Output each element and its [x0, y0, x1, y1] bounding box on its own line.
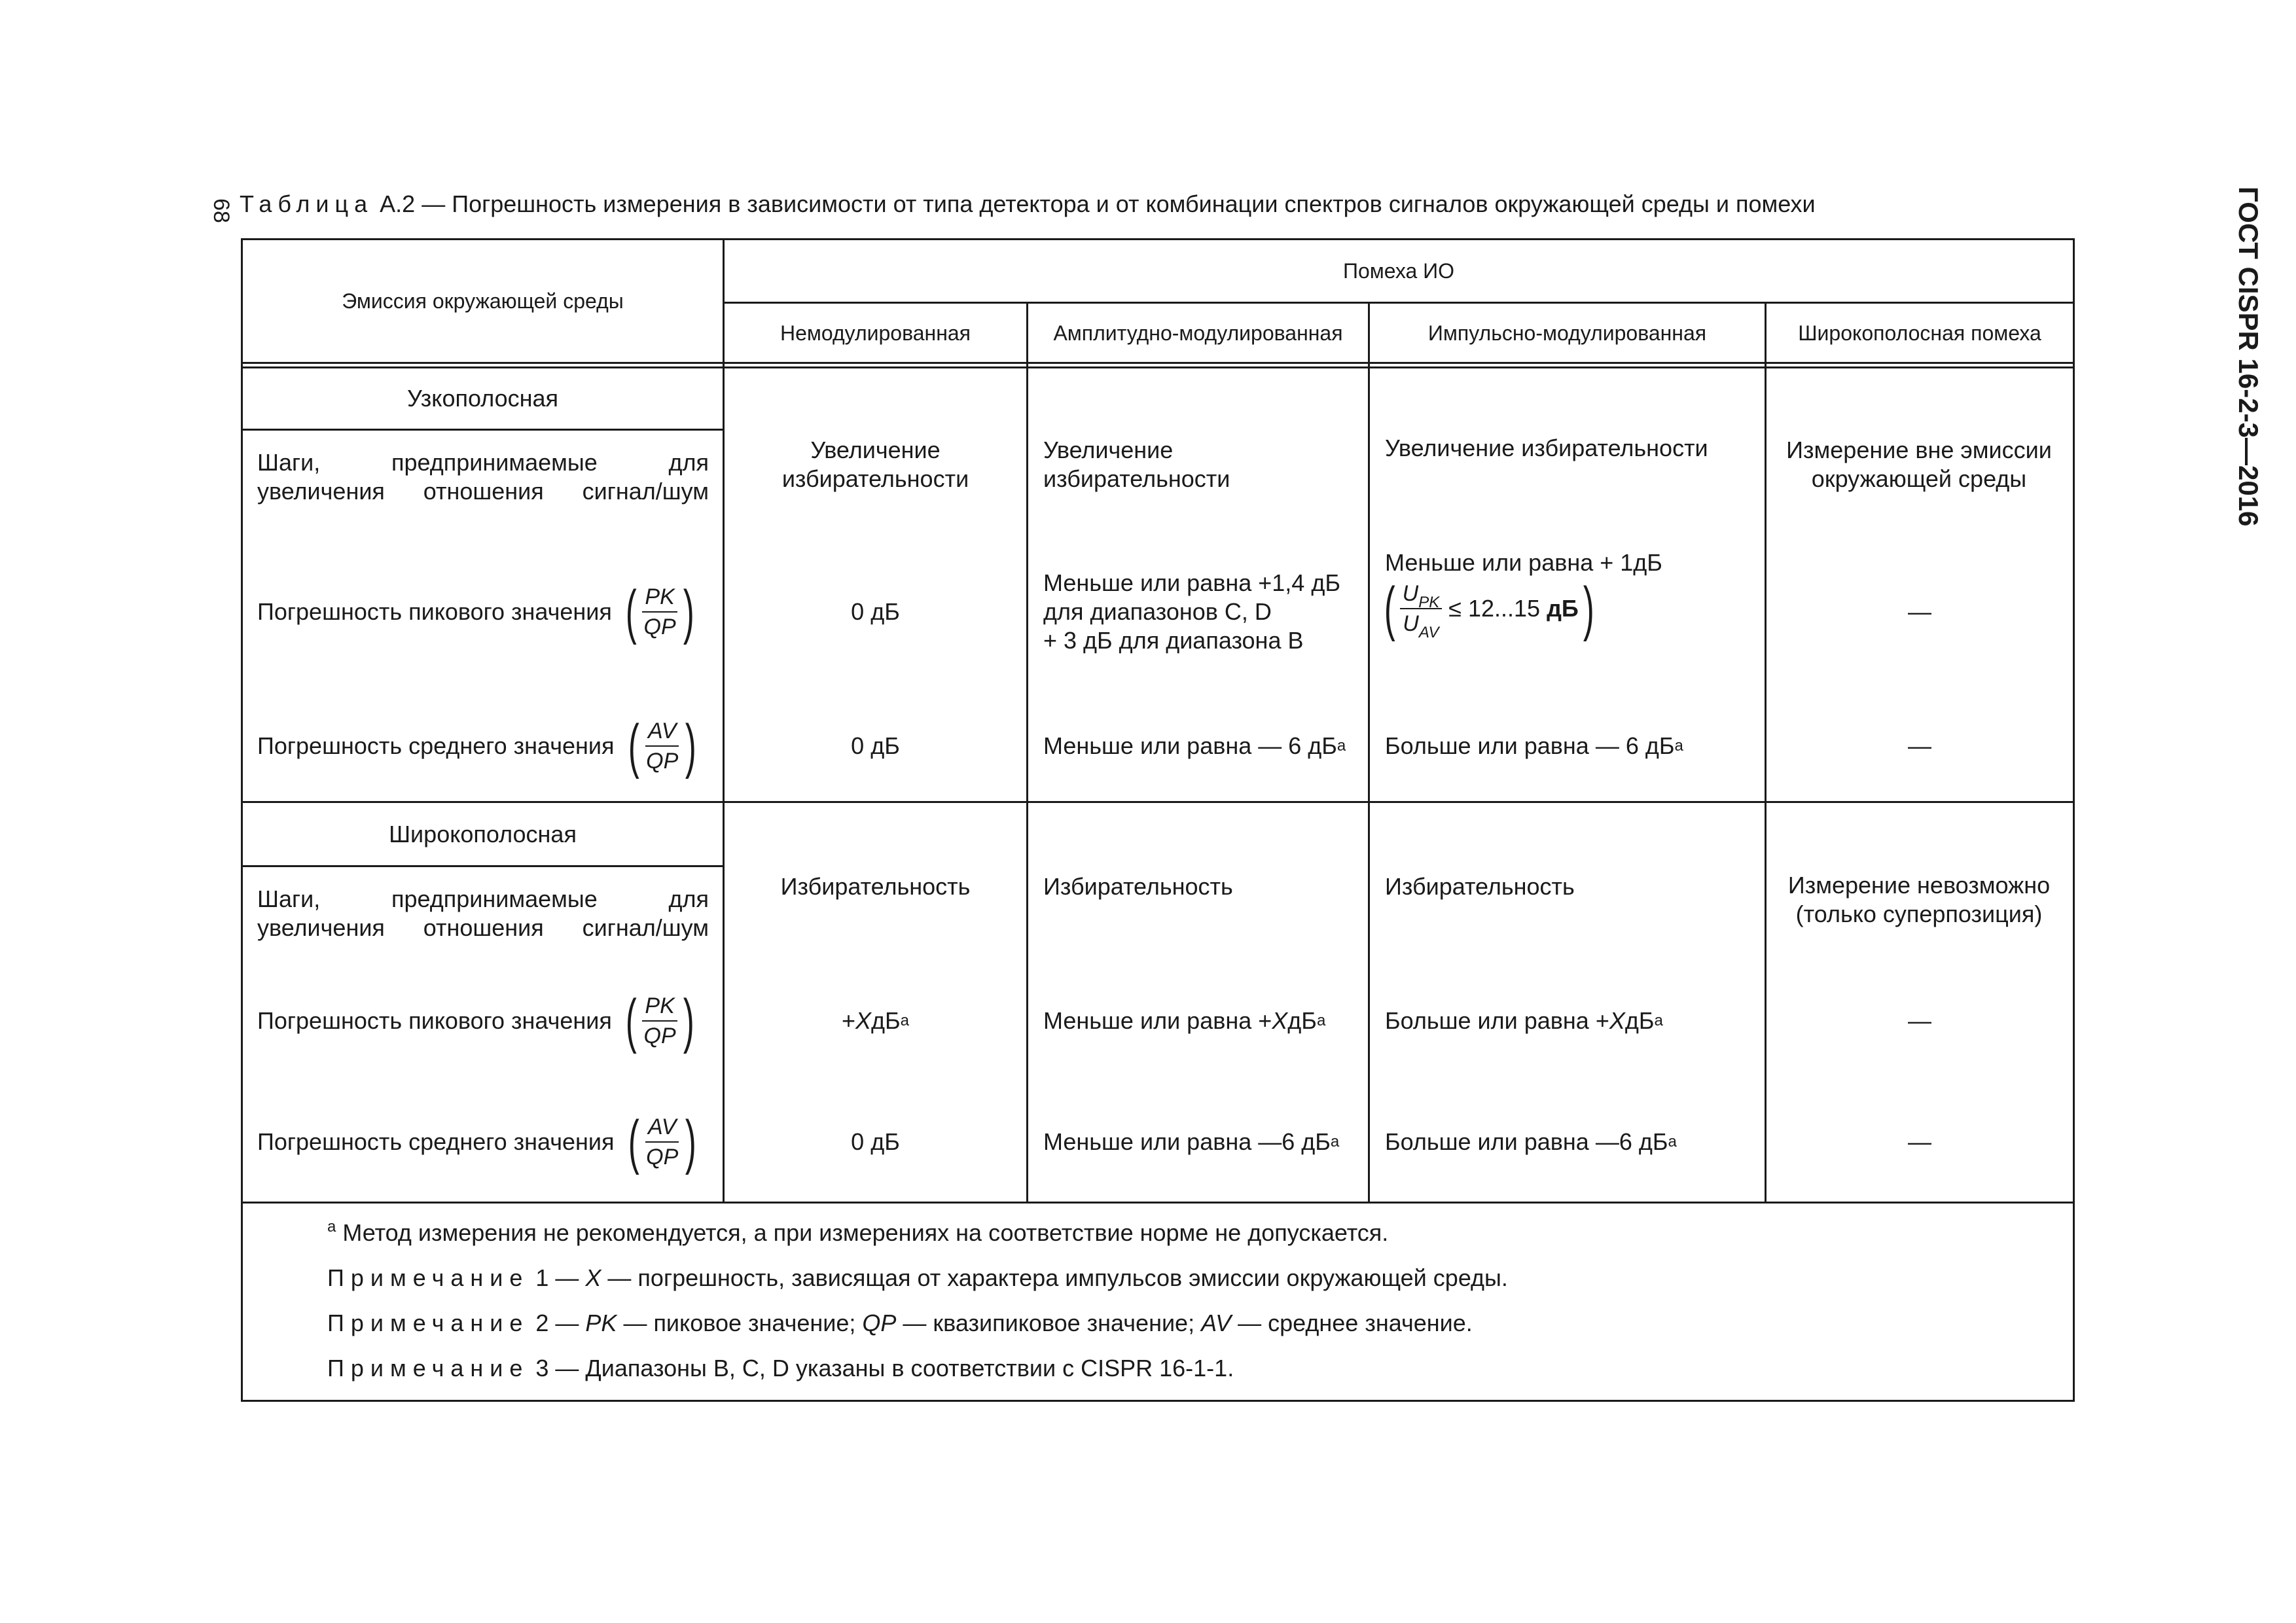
note-part: QP [862, 1310, 897, 1336]
note-number: 2 — [529, 1310, 586, 1336]
peak-label-text: Погрешность пикового значения [257, 1007, 612, 1034]
rule-header-bottom-1 [241, 362, 2075, 364]
unit: дБ [1624, 1007, 1655, 1034]
note-part: — квазипиковое значение; [896, 1310, 1202, 1336]
broadband-peak-c3: Больше или равна + X дБ a [1385, 1007, 1663, 1034]
broadband-average-c1: 0 дБ [851, 1128, 900, 1155]
note-3 [327, 1354, 1234, 1383]
broadband-average-c2: Меньше или равна —6 дБ a [1043, 1128, 1340, 1155]
narrowband-average-c3: Больше или равна — 6 дБ a [1385, 732, 1683, 759]
narrowband-steps-c4: Измерение вне эмиссии окружающей среды [1786, 437, 2052, 492]
note-label: Примечание [327, 1264, 529, 1291]
narrowband-peak-label [257, 556, 715, 668]
narrowband-peak-c1: 0 дБ [851, 598, 900, 625]
page-number: 68 [209, 198, 234, 223]
broadband-peak-label [257, 969, 715, 1073]
sign: + [841, 1007, 855, 1034]
note-part: PK [585, 1310, 617, 1336]
note-part: — пиковое значение; [617, 1310, 863, 1336]
average-label-text: Погрешность среднего значения [257, 1128, 615, 1155]
header-col-broadband: Широкополосная помеха [1798, 321, 2041, 345]
am-average-text: Меньше или равна — 6 дБ [1043, 732, 1337, 759]
x-symbol: X [855, 1007, 872, 1034]
note-label: Примечание [327, 1310, 529, 1336]
rule-notes-top [241, 1202, 2075, 1204]
pulse-average-text: Больше или равна — 6 дБ [1385, 732, 1675, 759]
fraction-num: PK [642, 993, 677, 1022]
am-peak-line-2: для диапазонов C, D [1043, 598, 1272, 625]
narrowband-steps-label: Шаги, предпринимаемые для увеличения отношения сигнал/шум [257, 449, 709, 505]
narrowband-average-label [257, 694, 715, 798]
narrowband-steps-c3: Увеличение избирательности [1385, 435, 1708, 461]
fraction-num: AV [645, 1114, 679, 1143]
narrowband-average-c1: 0 дБ [851, 732, 900, 759]
note-part: X [585, 1264, 601, 1291]
narrowband-average-c4: — [1908, 732, 1931, 759]
table-caption [240, 190, 1816, 219]
footnote-a [327, 1219, 1388, 1247]
broadband-steps-c1: Избирательность [780, 873, 971, 900]
narrowband-peak-c3 [1385, 548, 1758, 660]
broadband-peak-c1: + X дБ a [841, 1007, 910, 1034]
caption-label: Таблица [240, 190, 374, 217]
narrowband-peak-c2 [1043, 563, 1357, 661]
standard-id: ГОСТ CISPR 16-2-3—2016 [2233, 187, 2264, 527]
note-part: Диапазоны B, C, D указаны в соответствии с CISPR 16-1-1. [585, 1355, 1234, 1382]
broadband-peak-c4: — [1908, 1007, 1931, 1034]
broadband-steps-c4: Измерение невозможно (только суперпозиция) [1787, 872, 2051, 927]
note-number: 3 — [529, 1355, 586, 1382]
x-symbol: X [1272, 1007, 1288, 1034]
rule-col-2 [1026, 302, 1028, 1203]
fraction-num: AV [645, 718, 679, 747]
am-peak-line-1: Меньше или равна +1,4 дБ [1043, 569, 1340, 596]
fraction-num: PK [642, 584, 677, 613]
narrowband-average-c2: Меньше или равна — 6 дБ a [1043, 732, 1346, 759]
pulse-average-text: Больше или равна —6 дБ [1385, 1128, 1668, 1155]
x-symbol: X [1609, 1007, 1625, 1034]
am-average-text: Меньше или равна —6 дБ [1043, 1128, 1331, 1155]
unit: дБ [1287, 1007, 1317, 1034]
broadband-steps-c2: Избирательность [1043, 873, 1233, 900]
broadband-steps-c3: Избирательность [1385, 873, 1575, 900]
note-part: AV [1201, 1310, 1232, 1336]
pulse-peak-condition: ( $\frac{U_{PK}}{U_{AV}}$ ≤ 12...15 дБ ) [1384, 575, 1594, 642]
av-qp-fraction: ( $\frac{AV}{QP}$ ) [628, 713, 697, 779]
condition-range: ≤ 12...15 [1448, 595, 1541, 622]
header-col-unmodulated: Немодулированная [780, 321, 971, 345]
peak-label-text: Погрешность пикового значения [257, 598, 612, 625]
broadband-peak-c2: Меньше или равна + X дБ a [1043, 1007, 1326, 1034]
av-qp-fraction: ( $\frac{AV}{QP}$ ) [628, 1109, 697, 1175]
broadband-steps-label: Шаги, предпринимаемые для увеличения отношения сигнал/шум [257, 885, 709, 941]
pk-qp-fraction: ( $\frac{PK}{QP}$ ) [625, 988, 694, 1054]
broadband-average-c3: Больше или равна —6 дБ a [1385, 1128, 1677, 1155]
footnote-text: Метод измерения не рекомендуется, а при измерениях на соответствие норме не допускается. [336, 1219, 1389, 1246]
fraction-den: QP [643, 1024, 676, 1048]
narrowband-steps-c1: Увеличение избирательности [781, 437, 969, 492]
header-col-am: Амплитудно-модулированная [1053, 321, 1343, 345]
note-2 [327, 1309, 1473, 1338]
footnote-marker: a [327, 1218, 336, 1236]
average-label-text: Погрешность среднего значения [257, 732, 615, 759]
fraction-den: QP [646, 1145, 679, 1169]
am-peak-text: Меньше или равна + [1043, 1007, 1272, 1034]
note-1 [327, 1264, 1508, 1293]
header-interference: Помеха ИО [1342, 259, 1455, 283]
pk-qp-fraction: ( $\frac{PK}{QP}$ ) [625, 579, 694, 645]
fraction-den: QP [646, 749, 679, 774]
header-emission: Эмиссия окружающей среды [342, 289, 624, 313]
narrowband-peak-c4: — [1908, 598, 1931, 625]
broadband-average-label [257, 1090, 715, 1194]
note-part: — среднее значение. [1231, 1310, 1473, 1336]
rule-col-3 [1368, 302, 1370, 1203]
broadband-title: Широкополосная [389, 820, 577, 847]
caption-text: А.2 — Погрешность измерения в зависимости от типа детектора и от комбинации спектров сигналов окружающей среды и помехи [373, 190, 1816, 217]
condition-unit: дБ [1547, 595, 1579, 622]
am-peak-line-3: + 3 дБ для диапазона B [1043, 627, 1304, 654]
fraction-den: QP [643, 615, 676, 639]
u-symbol: U [1402, 581, 1419, 606]
header-col-pulse: Импульсно-модулированная [1427, 321, 1707, 345]
note-label: Примечание [327, 1355, 529, 1382]
pk-subscript: PK [1418, 594, 1440, 611]
unit: дБ [871, 1007, 901, 1034]
u-symbol: U [1403, 611, 1419, 636]
note-number: 1 — [529, 1264, 586, 1291]
pulse-peak-line: Меньше или равна + 1дБ [1385, 549, 1662, 576]
narrowband-steps-c2: Увеличение избирательности [1043, 437, 1230, 492]
av-subscript: AV [1418, 624, 1439, 641]
pulse-peak-text: Больше или равна + [1385, 1007, 1609, 1034]
note-part: — погрешность, зависящая от характера импульсов эмиссии окружающей среды. [601, 1264, 1508, 1291]
upk-uav-fraction [1400, 580, 1443, 641]
narrowband-title: Узкополосная [406, 385, 559, 412]
broadband-average-c4: — [1908, 1128, 1931, 1155]
